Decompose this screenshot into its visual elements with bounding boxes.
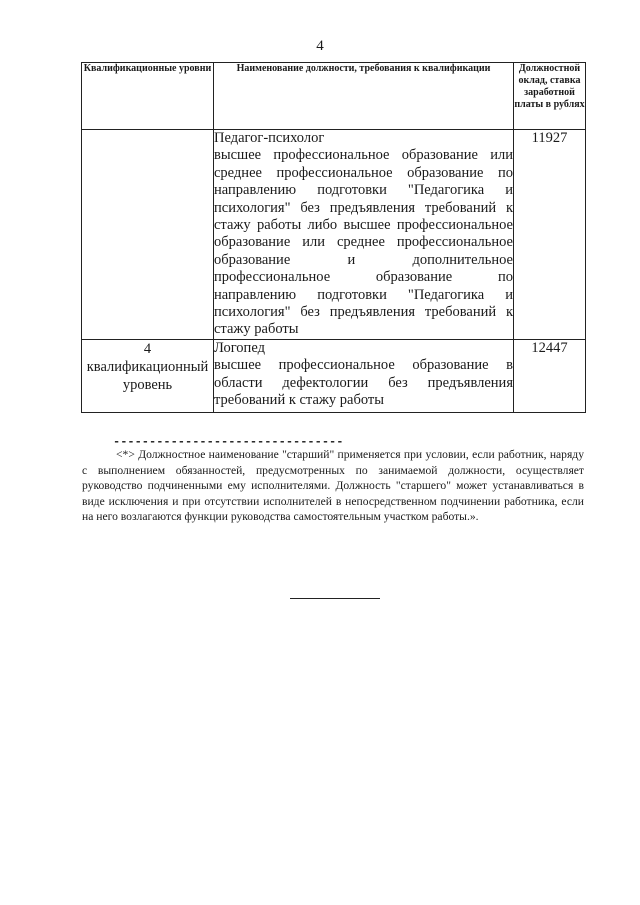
table-header-row	[82, 63, 586, 130]
page-number: 4	[316, 38, 324, 54]
position-requirements: высшее профессиональное образование или среднее профессиональное образование по направлению подготовки "Педагогика и психология" без предъявления требований к стажу работы либо высшее профессиональное образование или среднее профессиональное образование и дополнительное профессиональное образование по направлению подготовки "Педагогика и психология" без предъявления требований к стажу работы	[214, 147, 513, 338]
end-rule	[290, 598, 380, 599]
header-position: Наименование должности, требования к квалификации	[214, 63, 514, 130]
header-salary: Должностной оклад, ставка заработной платы в рублях	[514, 63, 586, 130]
footnote-text: <*> Должностное наименование "старший" применяется при условии, если работник, наряду с выполнением обязанностей, предусмотренных по занимаемой должности, осуществляет руководство подчиненными ему исполнителями. Должность "старшего" может устанавливаться в виде исключения и при отсутствии исполнителей в непосредственном подчинении работника, если на него возлагаются функции руководства самостоятельным участком работы.».	[82, 448, 584, 523]
qualification-table	[81, 62, 586, 413]
position-title: Логопед	[214, 339, 265, 356]
position-title: Педагог-психолог	[214, 130, 325, 146]
header-level: Квалификационные уровни	[82, 63, 214, 130]
cell-position	[214, 130, 514, 340]
cell-level: 4 квалификационный уровень	[82, 339, 214, 412]
cell-salary: 11927	[514, 130, 586, 340]
cell-level	[82, 130, 214, 340]
cell-position	[214, 339, 514, 412]
table-row	[82, 339, 586, 412]
footnote-separator: --------------------------------	[113, 435, 344, 449]
position-requirements: высшее профессиональное образование в области дефектологии без предъявления требований к стажу работы	[214, 357, 513, 409]
cell-salary: 12447	[514, 339, 586, 412]
table-row	[82, 130, 586, 340]
